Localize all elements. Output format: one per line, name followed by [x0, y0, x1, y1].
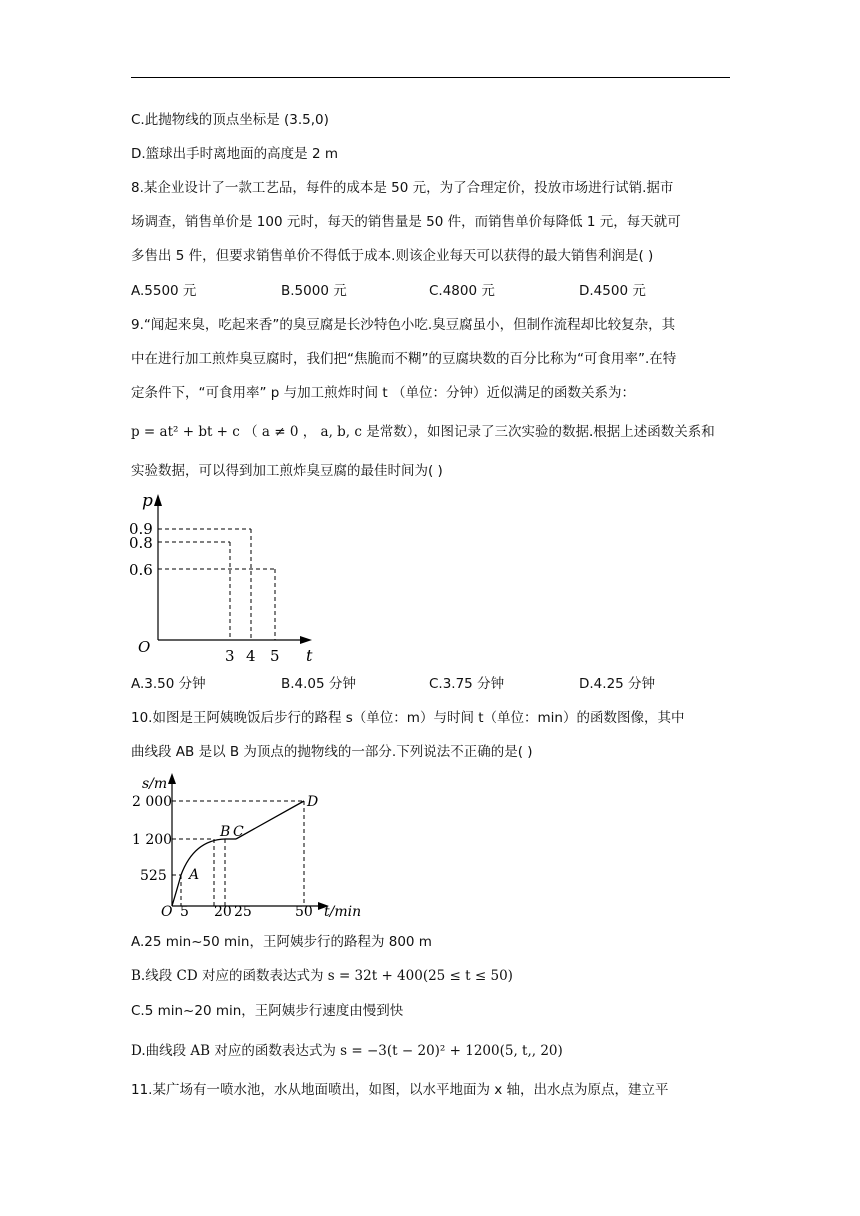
q10-xtick-50: 50	[295, 904, 313, 920]
q9-y-arrow	[154, 494, 162, 506]
q10-xtick-25: 25	[234, 904, 252, 920]
q10-option-a: A.25 min~50 min，王阿姨步行的路程为 800 m	[131, 934, 432, 950]
q9-line-3: 定条件下，“可食用率” p 与加工煎炸时间 t （单位：分钟）近似满足的函数关系为：	[131, 385, 636, 401]
q10-point-B: B	[220, 824, 231, 840]
q9-line-5: 实验数据，可以得到加工煎炸臭豆腐的最佳时间为( )	[131, 463, 443, 479]
q9-xtick-4: 4	[246, 647, 256, 665]
q10-option-d: D.曲线段 AB 对应的函数表达式为 s = −3(t − 20)² + 1200(5, t,, 20)	[131, 1043, 563, 1059]
q8-line-2: 场调查，销售单价是 100 元时，每天的销售量是 50 件，而销售单价每降低 1 元，每天就可	[131, 214, 681, 230]
q10-x-label: t/min	[324, 904, 362, 920]
q10-figure	[128, 770, 368, 922]
q10-point-A: A	[189, 867, 200, 883]
option-d-q7: D.篮球出手时离地面的高度是 2 m	[131, 146, 339, 162]
q9-xtick-5: 5	[270, 647, 280, 665]
q8-line-3: 多售出 5 件，但要求销售单价不得低于成本.则该企业每天可以获得的最大销售利润是( )	[131, 248, 654, 264]
q9-option-b: B.4.05 分钟	[281, 676, 356, 692]
q10-ytick-2000: 2 000	[132, 794, 173, 810]
q9-dashed-guides	[158, 529, 275, 640]
q10-option-b: B.线段 CD 对应的函数表达式为 s = 32t + 400(25 ≤ t ≤ 50)	[131, 968, 513, 984]
q10-y-label: s/m	[142, 776, 168, 792]
q8-option-b: B.5000 元	[281, 283, 347, 299]
q11-line-1: 11.某广场有一喷水池，水从地面喷出，如图，以水平地面为 x 轴，出水点为原点，建立平	[131, 1082, 669, 1098]
q10-ytick-1200: 1 200	[132, 832, 173, 848]
q10-point-C: C	[233, 824, 244, 840]
q10-xtick-5: 5	[180, 904, 189, 920]
q9-option-d: D.4.25 分钟	[579, 676, 656, 692]
q8-options	[131, 281, 731, 301]
q10-origin: O	[161, 904, 173, 920]
q10-ytick-525: 525	[140, 868, 167, 884]
q9-x-arrow	[300, 636, 312, 644]
q9-formula-line: p = at² + bt + c （ a ≠ 0 ， a, b, c 是常数），如图记录了三次实验的数据.根据上述函数关系和	[131, 424, 715, 440]
q10-point-D: D	[307, 794, 319, 810]
q9-option-a: A.3.50 分钟	[131, 676, 206, 692]
q8-option-d: D.4500 元	[579, 283, 646, 299]
q9-ytick-0.6: 0.6	[129, 561, 153, 579]
q9-xtick-3: 3	[225, 647, 235, 665]
q10-dashed-guides	[172, 801, 304, 906]
q9-line-1: 9.“闻起来臭，吃起来香”的臭豆腐是长沙特色小吃.臭豆腐虽小，但制作流程却比较复杂，其	[131, 317, 676, 333]
q9-ytick-0.8: 0.8	[129, 534, 153, 552]
option-c-q7: C.此抛物线的顶点坐标是 (3.5,0)	[131, 112, 329, 128]
q10-y-arrow	[168, 773, 176, 784]
q9-figure	[128, 490, 328, 668]
q9-x-label: t	[306, 646, 313, 665]
q10-xtick-20: 20	[214, 904, 232, 920]
q9-ytick-0.9: 0.9	[129, 520, 153, 538]
q9-options	[131, 674, 731, 694]
q10-option-c: C.5 min~20 min，王阿姨步行速度由慢到快	[131, 1003, 404, 1019]
q9-y-label: p	[142, 491, 153, 511]
q8-option-a: A.5500 元	[131, 283, 197, 299]
q9-origin: O	[138, 638, 151, 656]
q10-line-1: 10.如图是王阿姨晚饭后步行的路程 s（单位：m）与时间 t（单位：min）的函数图像，其中	[131, 710, 685, 726]
q10-line-2: 曲线段 AB 是以 B 为顶点的抛物线的一部分.下列说法不正确的是( )	[131, 744, 533, 760]
q9-line-2: 中在进行加工煎炸臭豆腐时，我们把“焦脆而不糊”的豆腐块数的百分比称为“可食用率”.在特	[131, 351, 677, 367]
q9-option-c: C.3.75 分钟	[429, 676, 505, 692]
q8-line-1: 8.某企业设计了一款工艺品，每件的成本是 50 元，为了合理定价，投放市场进行试销.据市	[131, 180, 674, 196]
header-rule	[131, 77, 730, 78]
q10-segment-CD	[236, 801, 304, 839]
q8-option-c: C.4800 元	[429, 283, 495, 299]
